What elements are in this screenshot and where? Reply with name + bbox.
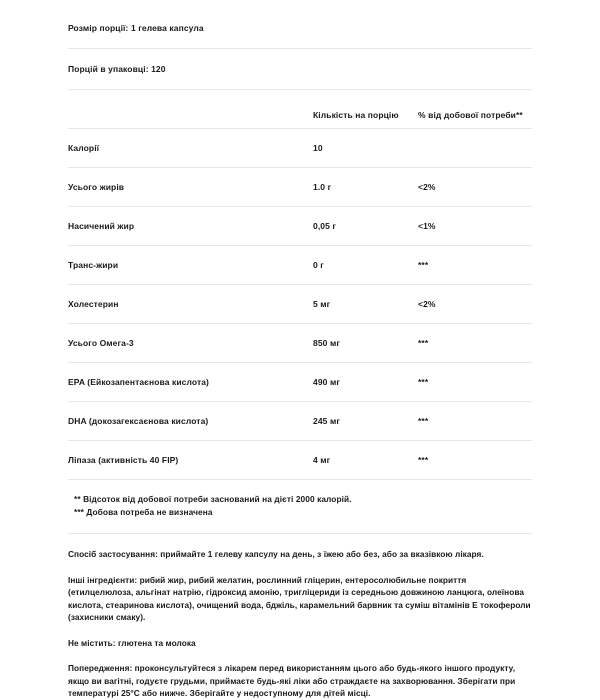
supplement-facts-table [68,90,532,480]
serving-size-row [68,8,532,49]
serving-size-text: Розмір порції: 1 гелева капсула [68,23,204,33]
nutrient-amount: 5 мг [313,299,331,309]
servings-per-container-text: Порцій в упаковці: 120 [68,64,166,74]
nutrient-daily-value: <2% [418,299,436,309]
warning-text: Попередження: проконсультуйтеся з лікарем перед використанням цього або будь-якого іншого продукту, якщо ви вагітні, годуєте грудьми, приймаєте будь-які ліки або страждаєте на захворювання. Зберігати при температурі 25°C або нижче. Зберігайте у недоступному для дітей місці. [68,663,516,698]
nutrient-name: Насичений жир [68,221,135,231]
column-header-daily-value: % від добової потреби** [418,110,523,120]
table-header-row [68,90,532,129]
nutrient-daily-value: *** [418,338,429,348]
footnote-daily-value-basis: ** Відсоток від добової потреби заснований на дієті 2000 калорій. [74,494,352,504]
nutrient-amount: 245 мг [313,416,340,426]
table-row [68,168,532,207]
table-row [68,285,532,324]
nutrient-daily-value [418,129,532,168]
nutrient-daily-value: *** [418,416,429,426]
allergen-free-text: Не містить: глютена та молока [68,637,196,648]
table-row [68,207,532,246]
nutrient-daily-value: *** [418,455,429,465]
nutrient-amount: 1.0 г [313,182,332,192]
nutrient-name: Транс-жири [68,260,119,270]
other-ingredients-text: Інші інгредієнти: рибий жир, рибий желатин, рослинний гліцерин, ентеросолюбильне покриття (етилцелюлоза, альгінат натрію, гідроксид амонію, тригліцериди із середньою довжиною ланцюга, олеїнова кислота, стеаринова кислота), очищений вода, бджіль, карамельний барвник та суміш вітамінів Е токофероли (захисники смаку). [68,574,531,622]
column-header-nutrient [68,90,313,129]
table-body [68,129,532,480]
nutrient-name: Ліпаза (активність 40 FIP) [68,455,179,465]
nutrient-amount: 4 мг [313,455,331,465]
nutrient-amount: 490 мг [313,377,340,387]
nutrient-name: Калорії [68,143,100,153]
nutrient-amount: 0 г [313,260,324,270]
nutrient-name: DHA (докозагексаєнова кислота) [68,416,209,426]
nutrient-name: Усього Омега-3 [68,338,134,348]
nutrient-name: Холестерин [68,299,119,309]
nutrient-amount: 0,05 г [313,221,337,231]
table-row [68,441,532,480]
table-header [68,90,532,129]
table-row [68,324,532,363]
nutrient-name: EPA (Ейкозапентаєнова кислота) [68,377,209,387]
nutrient-daily-value: <2% [418,182,436,192]
column-header-amount-per-serving: Кількість на порцію [313,110,399,120]
footnotes-section [68,480,532,534]
table-row [68,129,532,168]
nutrient-daily-value: *** [418,377,429,387]
table-row [68,246,532,285]
nutrient-amount: 850 мг [313,338,340,348]
servings-per-container-row [68,49,532,90]
usage-directions-text: Спосіб застосування: приймайте 1 гелеву капсулу на день, з їжею або без, або за вказівкою лікаря. [68,549,484,559]
nutrient-name: Усього жирів [68,182,125,192]
footnote-daily-value-undetermined: *** Добова потреба не визначена [74,507,213,517]
table-row [68,402,532,441]
nutrition-facts-panel [68,0,532,700]
nutrient-daily-value: <1% [418,221,436,231]
nutrient-amount: 10 [313,143,323,153]
table-row [68,363,532,402]
nutrient-daily-value: *** [418,260,429,270]
